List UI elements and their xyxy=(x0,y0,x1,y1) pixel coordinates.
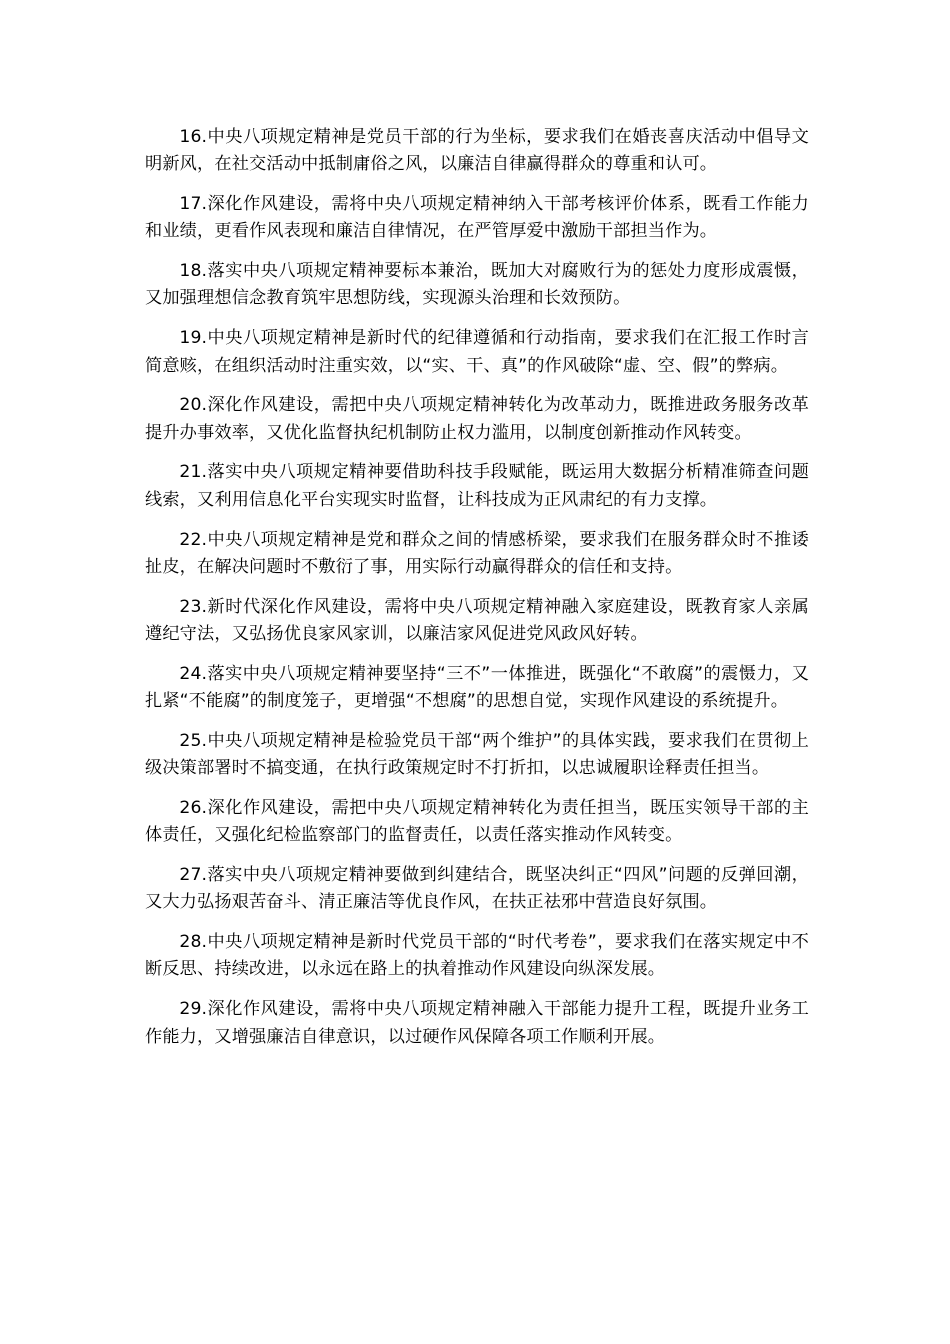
paragraph-24: 24.落实中央八项规定精神要坚持“三不”一体推进，既强化“不敢腐”的震慑力，又扎紧“不能腐”的制度笼子，更增强“不想腐”的思想自觉，实现作风建设的系统提升。 xyxy=(145,663,809,712)
paragraph-22: 22.中央八项规定精神是党和群众之间的情感桥梁，要求我们在服务群众时不推诿扯皮，在解决问题时不敷衍了事，用实际行动赢得群众的信任和支持。 xyxy=(145,529,809,577)
paragraph-21: 21.落实中央八项规定精神要借助科技手段赋能，既运用大数据分析精准筛查问题线索，又利用信息化平台实现实时监督，让科技成为正风肃纪的有力支撑。 xyxy=(145,462,809,510)
paragraph-17: 17.深化作风建设，需将中央八项规定精神纳入干部考核评价体系，既看工作能力和业绩，更看作风表现和廉洁自律情况，在严管厚爱中激励干部担当作为。 xyxy=(145,194,809,242)
document-body xyxy=(145,124,809,1063)
paragraph-20: 20.深化作风建设，需把中央八项规定精神转化为改革动力，既推进政务服务改革提升办事效率，又优化监督执纪机制防止权力滥用，以制度创新推动作风转变。 xyxy=(145,395,809,443)
paragraph-27: 27.落实中央八项规定精神要做到纠建结合，既坚决纠正“四风”问题的反弹回潮，又大力弘扬艰苦奋斗、清正廉洁等优良作风，在扶正祛邪中营造良好氛围。 xyxy=(145,865,809,913)
paragraph-19: 19.中央八项规定精神是新时代的纪律遵循和行动指南，要求我们在汇报工作时言简意赅，在组织活动时注重实效，以“实、干、真”的作风破除“虚、空、假”的弊病。 xyxy=(145,328,809,376)
paragraph-25: 25.中央八项规定精神是检验党员干部“两个维护”的具体实践，要求我们在贯彻上级决策部署时不搞变通，在执行政策规定时不打折扣，以忠诚履职诠释责任担当。 xyxy=(145,730,809,779)
paragraph-26: 26.深化作风建设，需把中央八项规定精神转化为责任担当，既压实领导干部的主体责任，又强化纪检监察部门的监督责任，以责任落实推动作风转变。 xyxy=(145,797,809,846)
paragraph-29: 29.深化作风建设，需将中央八项规定精神融入干部能力提升工程，既提升业务工作能力，又增强廉洁自律意识，以过硬作风保障各项工作顺利开展。 xyxy=(145,999,809,1047)
paragraph-23: 23.新时代深化作风建设，需将中央八项规定精神融入家庭建设，既教育家人亲属遵纪守法，又弘扬优良家风家训，以廉洁家风促进党风政风好转。 xyxy=(145,596,809,644)
paragraph-16: 16.中央八项规定精神是党员干部的行为坐标，要求我们在婚丧喜庆活动中倡导文明新风，在社交活动中抵制庸俗之风，以廉洁自律赢得群众的尊重和认可。 xyxy=(145,127,809,175)
paragraph-28: 28.中央八项规定精神是新时代党员干部的“时代考卷”，要求我们在落实规定中不断反思、持续改进，以永远在路上的执着推动作风建设向纵深发展。 xyxy=(145,932,809,980)
paragraph-18: 18.落实中央八项规定精神要标本兼治，既加大对腐败行为的惩处力度形成震慑，又加强理想信念教育筑牢思想防线，实现源头治理和长效预防。 xyxy=(145,261,809,309)
